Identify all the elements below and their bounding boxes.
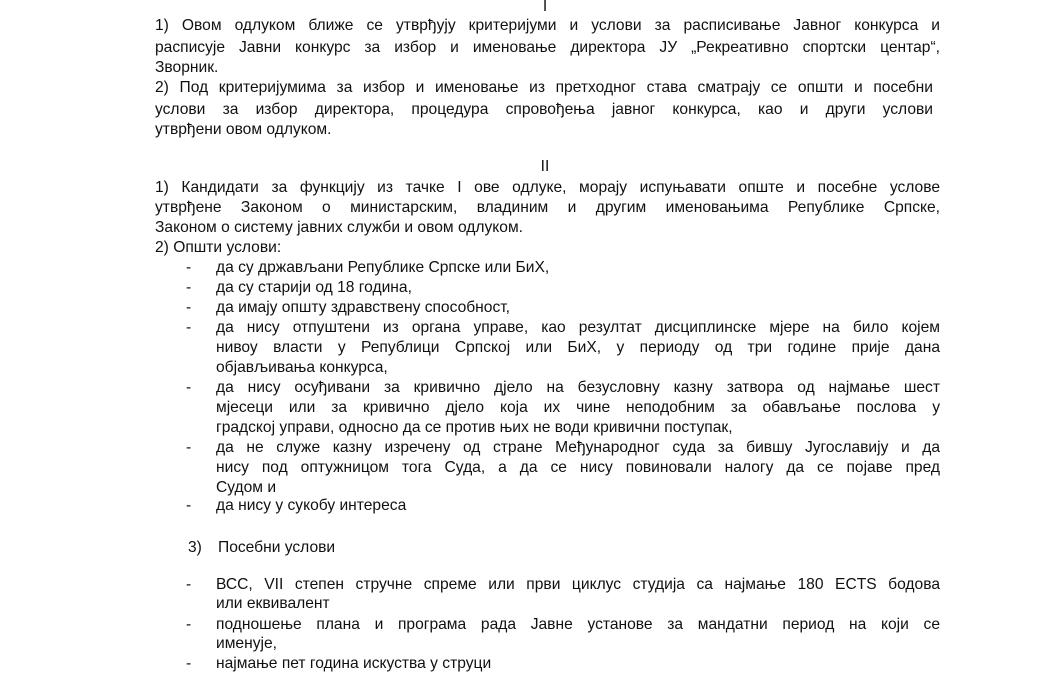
special-conditions-title: Посебни услови xyxy=(218,539,336,556)
bullet-dash: - xyxy=(186,259,192,276)
text-line: утврђене Законом о министарским, владиним и другим именовањима Републике Српске, xyxy=(155,199,940,216)
bullet-dash: - xyxy=(186,299,192,316)
bullet-dash: - xyxy=(186,616,192,633)
text-line: да не служе казну изречену од стране Међународног суда за бившу Југославију и да xyxy=(216,439,940,456)
text-line: да нису осуђивани за кривично дјело на безусловну казну затвора од најмање шест xyxy=(216,379,940,396)
general-conditions-title: 2) Општи услови: xyxy=(155,239,282,256)
special-conditions-number: 3) xyxy=(188,539,202,556)
text-line: утврђени овом одлуком. xyxy=(155,121,332,138)
bullet-dash: - xyxy=(186,439,192,456)
text-line: 2) Под критеријумима за избор и именовање из претходног става сматрају се општи и посебни xyxy=(155,79,933,96)
text-line: најмање пет година искуства у струци xyxy=(216,655,492,672)
text-line: нису под оптужницом тога Суда, а да се нису повиновали налогу да се појаве пред xyxy=(216,459,940,476)
bullet-dash: - xyxy=(186,497,192,514)
bullet-dash: - xyxy=(186,319,192,336)
text-line: Судом и xyxy=(216,479,277,496)
bullet-dash: - xyxy=(186,279,192,296)
text-line: или еквивалент xyxy=(216,595,330,612)
text-line: именује, xyxy=(216,635,277,652)
text-line: расписује Јавни конкурс за избор и именовање директора ЈУ „Рекреативно спортски центар“, xyxy=(155,39,940,56)
text-line: подношење плана и програма рада Јавне установе за мандатни период на који се xyxy=(216,616,940,633)
text-line: ВСС, VII степен стручне спреме или први циклус студија са најмање 180 ECTS бодова xyxy=(216,576,940,593)
text-line: 1) Кандидати за функцију из тачке I ове одлуке, морају испуњавати опште и посебне услове xyxy=(155,179,940,196)
text-line: нивоу власти у Републици Српској или БиХ, у периоду од три године прије дана xyxy=(216,339,940,356)
text-line: 1) Овом одлуком ближе се утврђују критеријуми и услови за расписивање Јавног конкурса и xyxy=(155,17,940,34)
text-line: Законом о систему јавних служби и овом одлуком. xyxy=(155,219,523,236)
text-line: да су старији од 18 година, xyxy=(216,279,412,296)
text-line: да нису отпуштени из органа управе, као резултат дисциплинске мјере на било којем xyxy=(216,319,940,336)
text-line: објављивања конкурса, xyxy=(216,359,388,376)
text-line: услови за избор директора, процедура спровођења јавног конкурса, као и други услови xyxy=(155,101,933,118)
text-line: мјесеци или за кривично дјело која их чине неподобним за обављање послова у xyxy=(216,399,940,416)
bullet-dash: - xyxy=(186,655,192,672)
text-line: градској управи, односно да се против њих не води кривични поступак, xyxy=(216,419,733,436)
text-line: да су држављани Републике Српске или БиХ, xyxy=(216,259,550,276)
section-heading-ii: II xyxy=(540,158,550,175)
bullet-dash: - xyxy=(186,379,192,396)
text-line: Зворник. xyxy=(155,59,219,76)
text-line: да имају општу здравствену способност, xyxy=(216,299,511,316)
text-line: да нису у сукобу интереса xyxy=(216,497,407,514)
section-heading-i: I xyxy=(542,0,548,15)
bullet-dash: - xyxy=(186,576,192,593)
